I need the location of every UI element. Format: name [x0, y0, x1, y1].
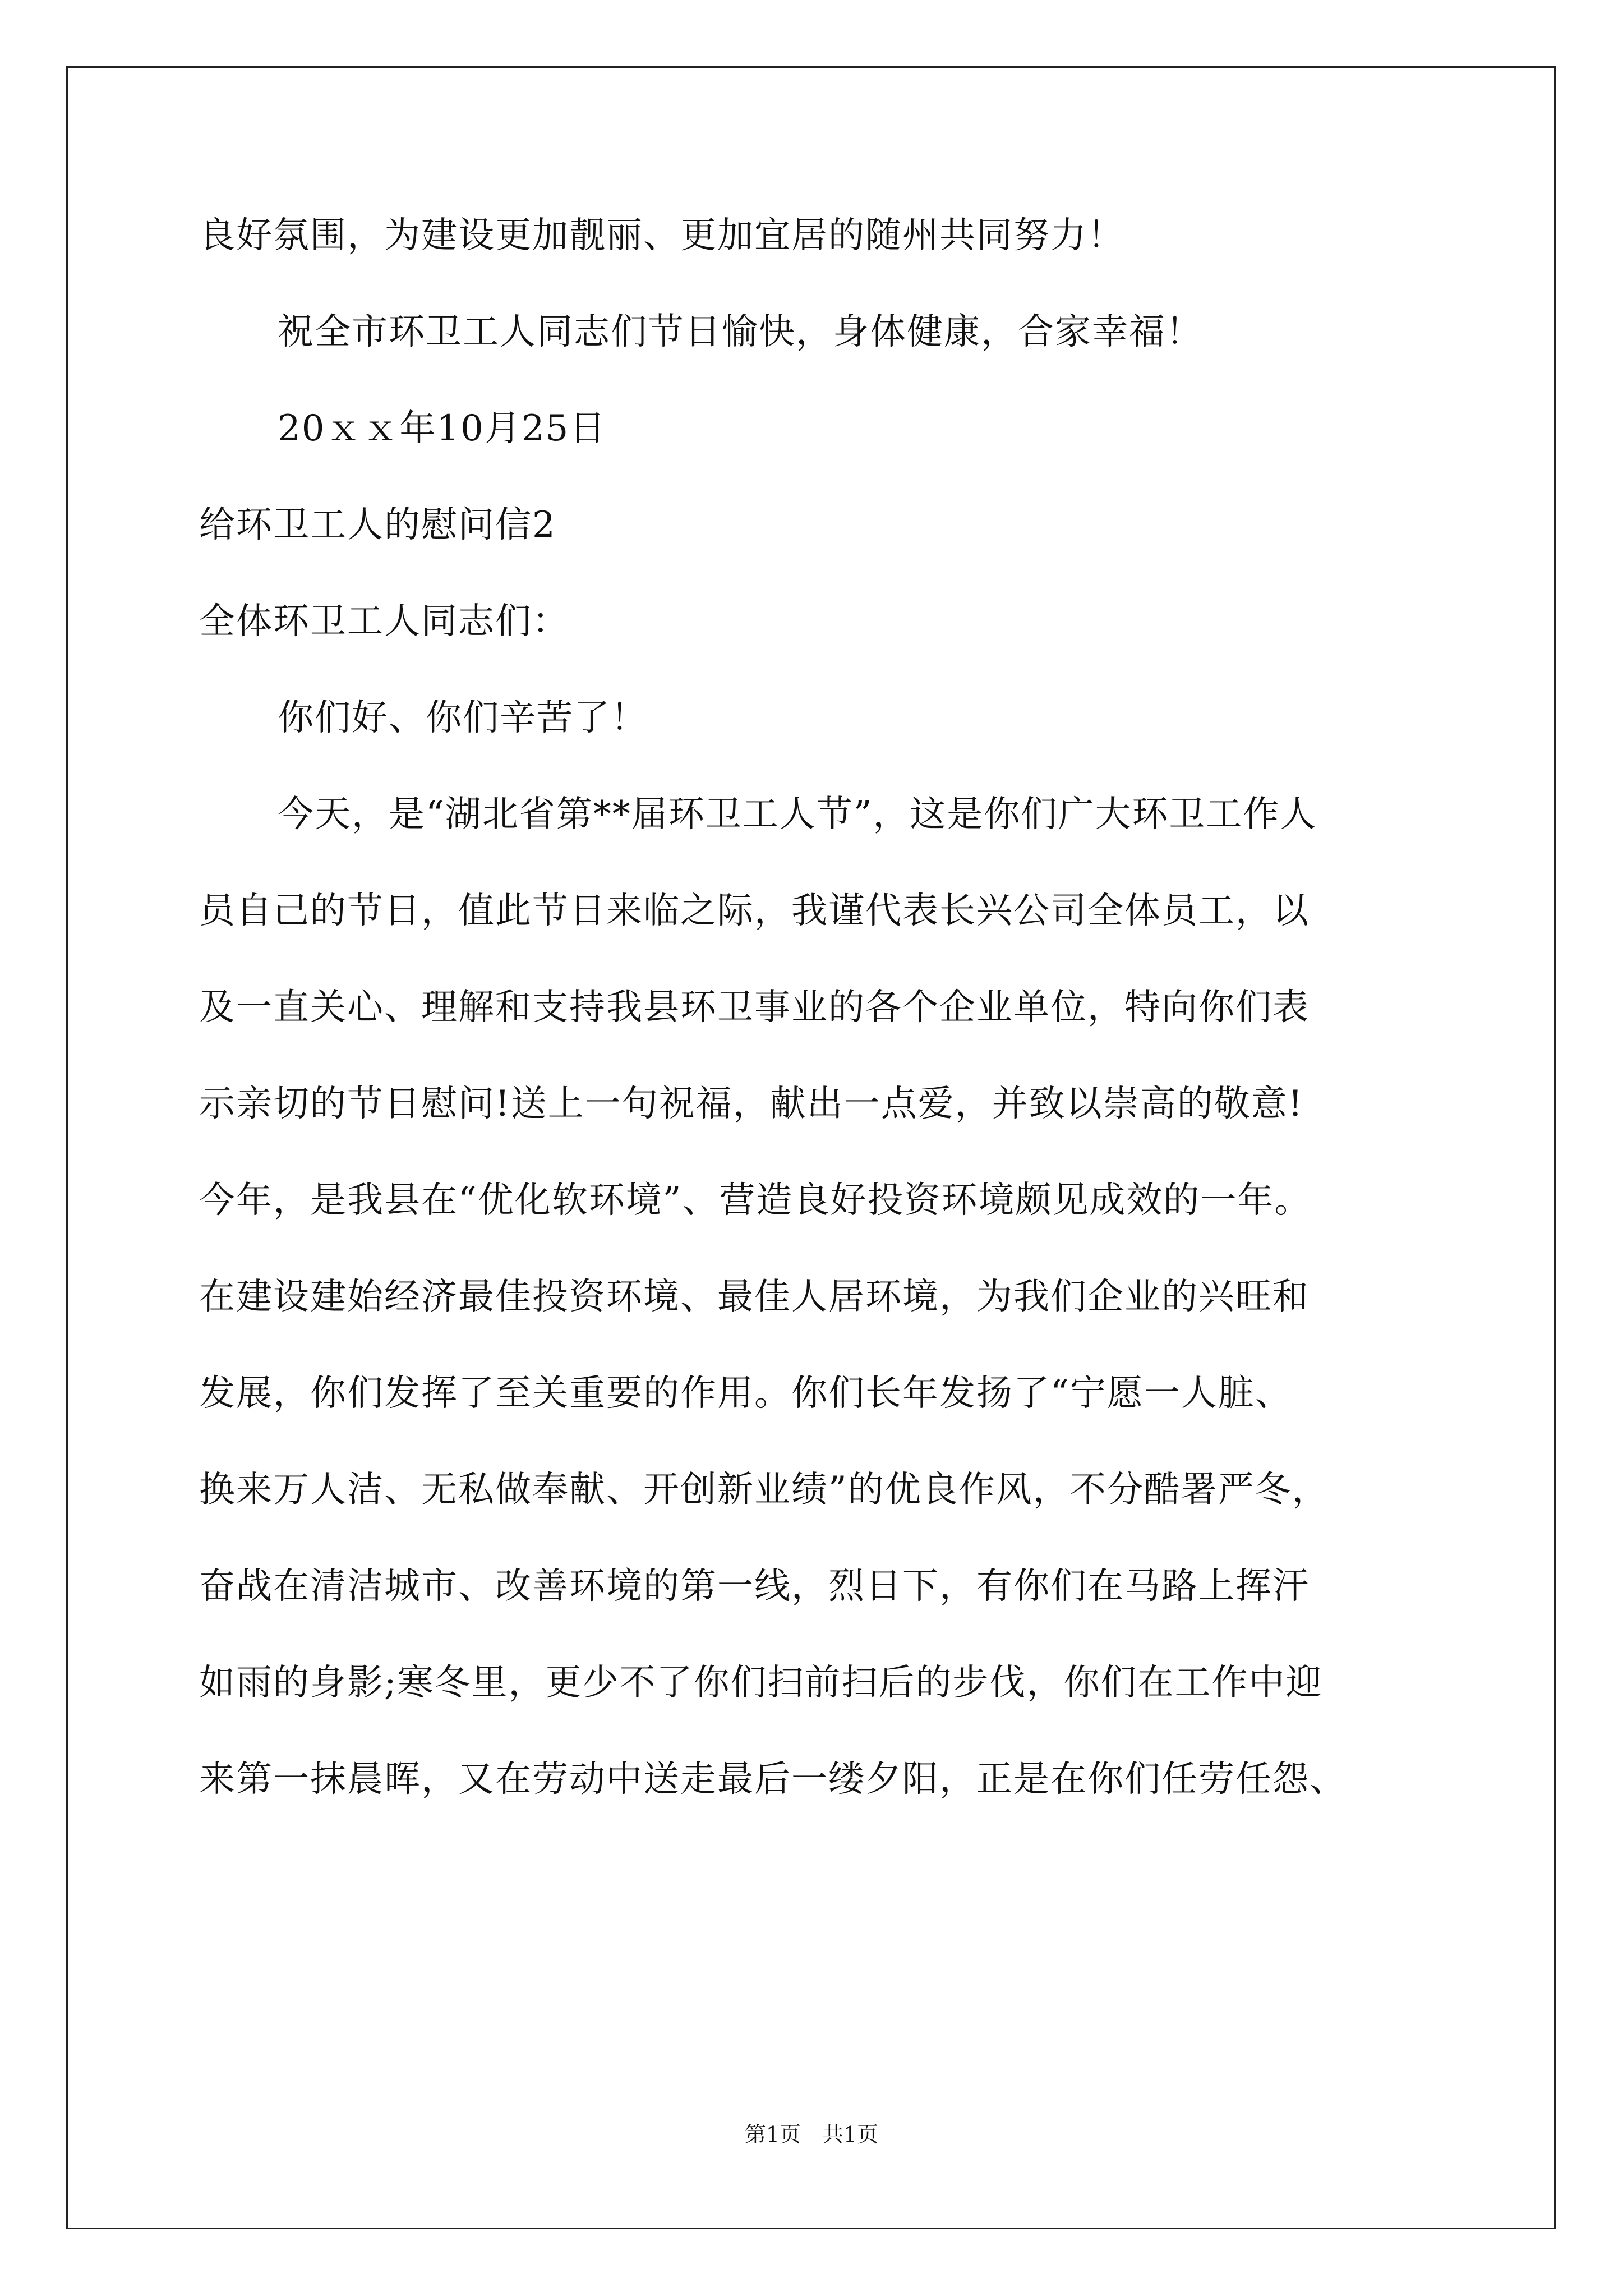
text-line: 你们好、你们辛苦了！ — [278, 697, 648, 739]
text-line: 良好氛围，为建设更加靓丽、更加宜居的随州共同努力！ — [199, 215, 1124, 256]
text-line: 今年，是我县在“优化软环境”、营造良好投资环境颇见成效的一年。 — [199, 1180, 1312, 1221]
section-heading: 给环卫工人的慰问信2 — [199, 504, 556, 546]
text-line: 示亲切的节日慰问!送上一句祝福，献出一点爱，并致以崇高的敬意! — [199, 1083, 1304, 1125]
text-line: 如雨的身影;寒冬里，更少不了你们扫前扫后的步伐，你们在工作中迎 — [199, 1662, 1323, 1704]
text-line: 及一直关心、理解和支持我县环卫事业的各个企业单位，特向你们表 — [199, 987, 1310, 1028]
text-line: 来第一抹晨晖，又在劳动中送走最后一缕夕阳，正是在你们任劳任怨、 — [199, 1759, 1347, 1800]
text-line: 奋战在清洁城市、改善环境的第一线，烈日下，有你们在马路上挥汗 — [199, 1566, 1310, 1607]
page-footer: 第1页 共1页 — [744, 2122, 879, 2147]
date-line: 20ｘｘ年10月25日 — [278, 408, 607, 449]
text-line: 今天，是“湖北省第**届环卫工人节”，这是你们广大环卫工作人 — [278, 794, 1317, 835]
text-line: 换来万人洁、无私做奉献、开创新业绩”的优良作风，不分酷署严冬， — [199, 1469, 1329, 1511]
text-line: 在建设建始经济最佳投资环境、最佳人居环境，为我们企业的兴旺和 — [199, 1276, 1310, 1318]
page-border — [66, 66, 1556, 2229]
text-line: 员自己的节日，值此节日来临之际，我谨代表长兴公司全体员工，以 — [199, 890, 1310, 932]
salutation: 全体环卫工人同志们： — [199, 601, 569, 642]
text-line: 发展，你们发挥了至关重要的作用。你们长年发扬了“宁愿一人脏、 — [199, 1373, 1292, 1414]
text-line: 祝全市环卫工人同志们节日愉快，身体健康，合家幸福！ — [278, 311, 1203, 353]
